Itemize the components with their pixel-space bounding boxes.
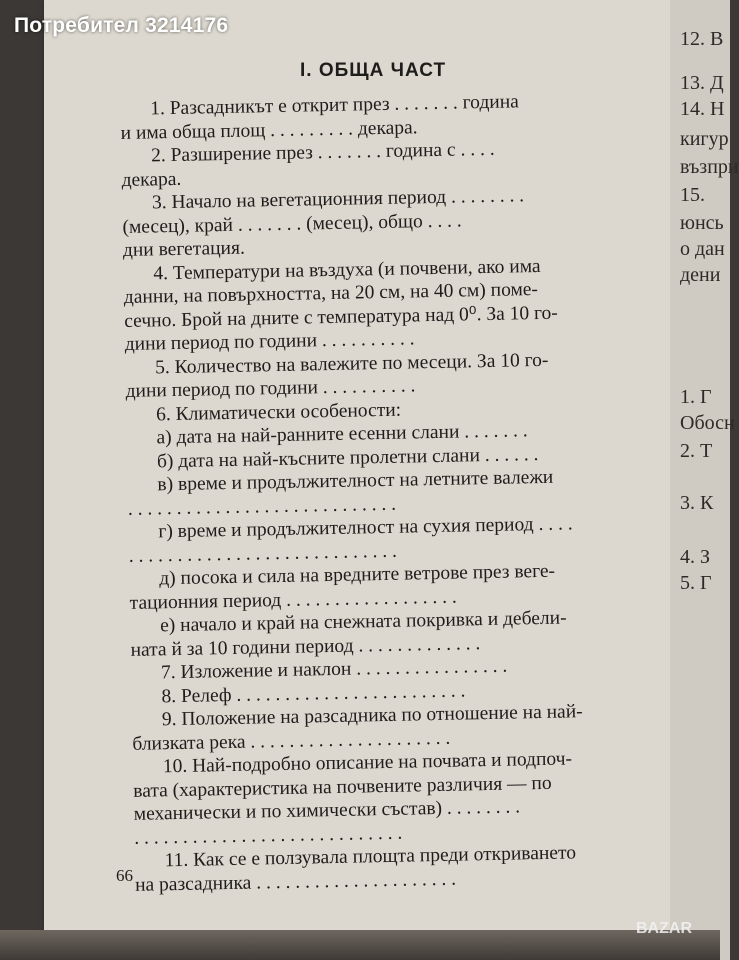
page-body [120,88,665,897]
text-line: дни вегетация. [122,237,246,261]
facing-page-fragment: 3. К [680,492,714,514]
text-line: 7. Изложение и наклон . . . . . . . . . . . . . . . . [160,655,508,684]
text-line: 11. Как се е ползувала площта преди откриването [164,842,577,872]
text-line: г) време и продължителност на сухия период . . . . [158,513,573,543]
facing-page-fragment: 12. В [680,28,724,50]
facing-page-fragment: юнсь [680,212,724,234]
facing-page-fragment: 13. Д [680,72,724,94]
facing-page-fragment: 14. Н [680,98,725,120]
facing-page-fragment: 5. Г [680,572,712,594]
facing-page-fragment: кигур [680,128,729,150]
page-number: 66 [116,866,133,885]
text-line: декара. [121,168,182,191]
text-line: на разсадника . . . . . . . . . . . . . . . . . . . . . [134,868,457,896]
facing-page-fragment: о дан [680,238,725,260]
facing-page-fragment: 1. Г [680,386,712,408]
text-line: 8. Релеф . . . . . . . . . . . . . . . . . . . . . . . . [161,679,466,707]
text-line: 1. Разсадникът е открит през . . . . . . . година [150,91,520,120]
facing-page-fragment: възпри [680,156,739,178]
text-line: механически и по химически състав) . . . . . . . . [133,796,521,825]
text-line: . . . . . . . . . . . . . . . . . . . . . . . . . . . . [134,822,403,849]
text-line: е) начало и край на снежната покривка и дебели- [159,607,567,637]
text-line: 6. Климатически особености: [155,399,402,425]
text-line: 9. Положение на разсадника по отношение на най- [161,701,583,731]
text-line: 5. Количество на валежите по месеци. За 10 го- [154,349,549,378]
page-title: I. ОБЩА ЧАСТ [300,60,447,81]
text-line: сечно. Брой на дните с температура над 0⁰. За 10 го- [124,302,558,332]
table-surface [0,930,720,960]
facing-page-fragment: дени [680,264,721,286]
text-line: дини период по години . . . . . . . . . . [125,375,416,402]
text-line: ната й за 10 години период . . . . . . . . . . . . . [130,632,481,661]
site-watermark: BAZAR [636,920,692,937]
text-line: (месец), край . . . . . . . (месец), общо . . . . [122,209,462,238]
text-line: а) дата на най-ранните есенни слани . . . . . . . [156,420,528,449]
facing-page-fragment: 15. [680,184,705,206]
text-line: 3. Начало на вегетационния период . . . . . . . . [151,185,525,214]
text-line: 10. Най-подробно описание на почвата и подпоч- [162,748,573,778]
text-line: дини период по години . . . . . . . . . . [124,328,415,355]
facing-page-edge [670,0,739,960]
text-line: и има обща площ . . . . . . . . . декара. [120,116,418,144]
text-line: д) посока и сила на вредните ветрове през веге- [159,560,556,590]
text-line: тационния период . . . . . . . . . . . . . . . . . . [129,586,457,614]
text-line: . . . . . . . . . . . . . . . . . . . . . . . . . . . . [127,493,397,520]
text-line: б) дата на най-късните пролетни слани . . . . . . [156,443,539,472]
text-line: данни, на повърхността, на 20 см, на 40 см) поме- [123,279,539,308]
text-line: . . . . . . . . . . . . . . . . . . . . . . . . . . . . [128,540,398,567]
text-line: 4. Температури на въздуха (и почвени, ако има [153,255,541,284]
text-line: 2. Разширение през . . . . . . . година с . . . . [150,138,495,167]
facing-page-fragment: 2. Т [680,440,713,462]
text-line: в) време и продължителност на летните валежи [157,466,554,496]
facing-page-fragment: 4. З [680,546,711,568]
facing-page-fragment: Обосн [680,412,735,434]
text-line: близката река . . . . . . . . . . . . . . . . . . . . . [132,727,451,755]
text-line: вата (характеристика на почвените различия — по [133,772,552,802]
user-badge: Потребител 3214176 [14,14,229,37]
